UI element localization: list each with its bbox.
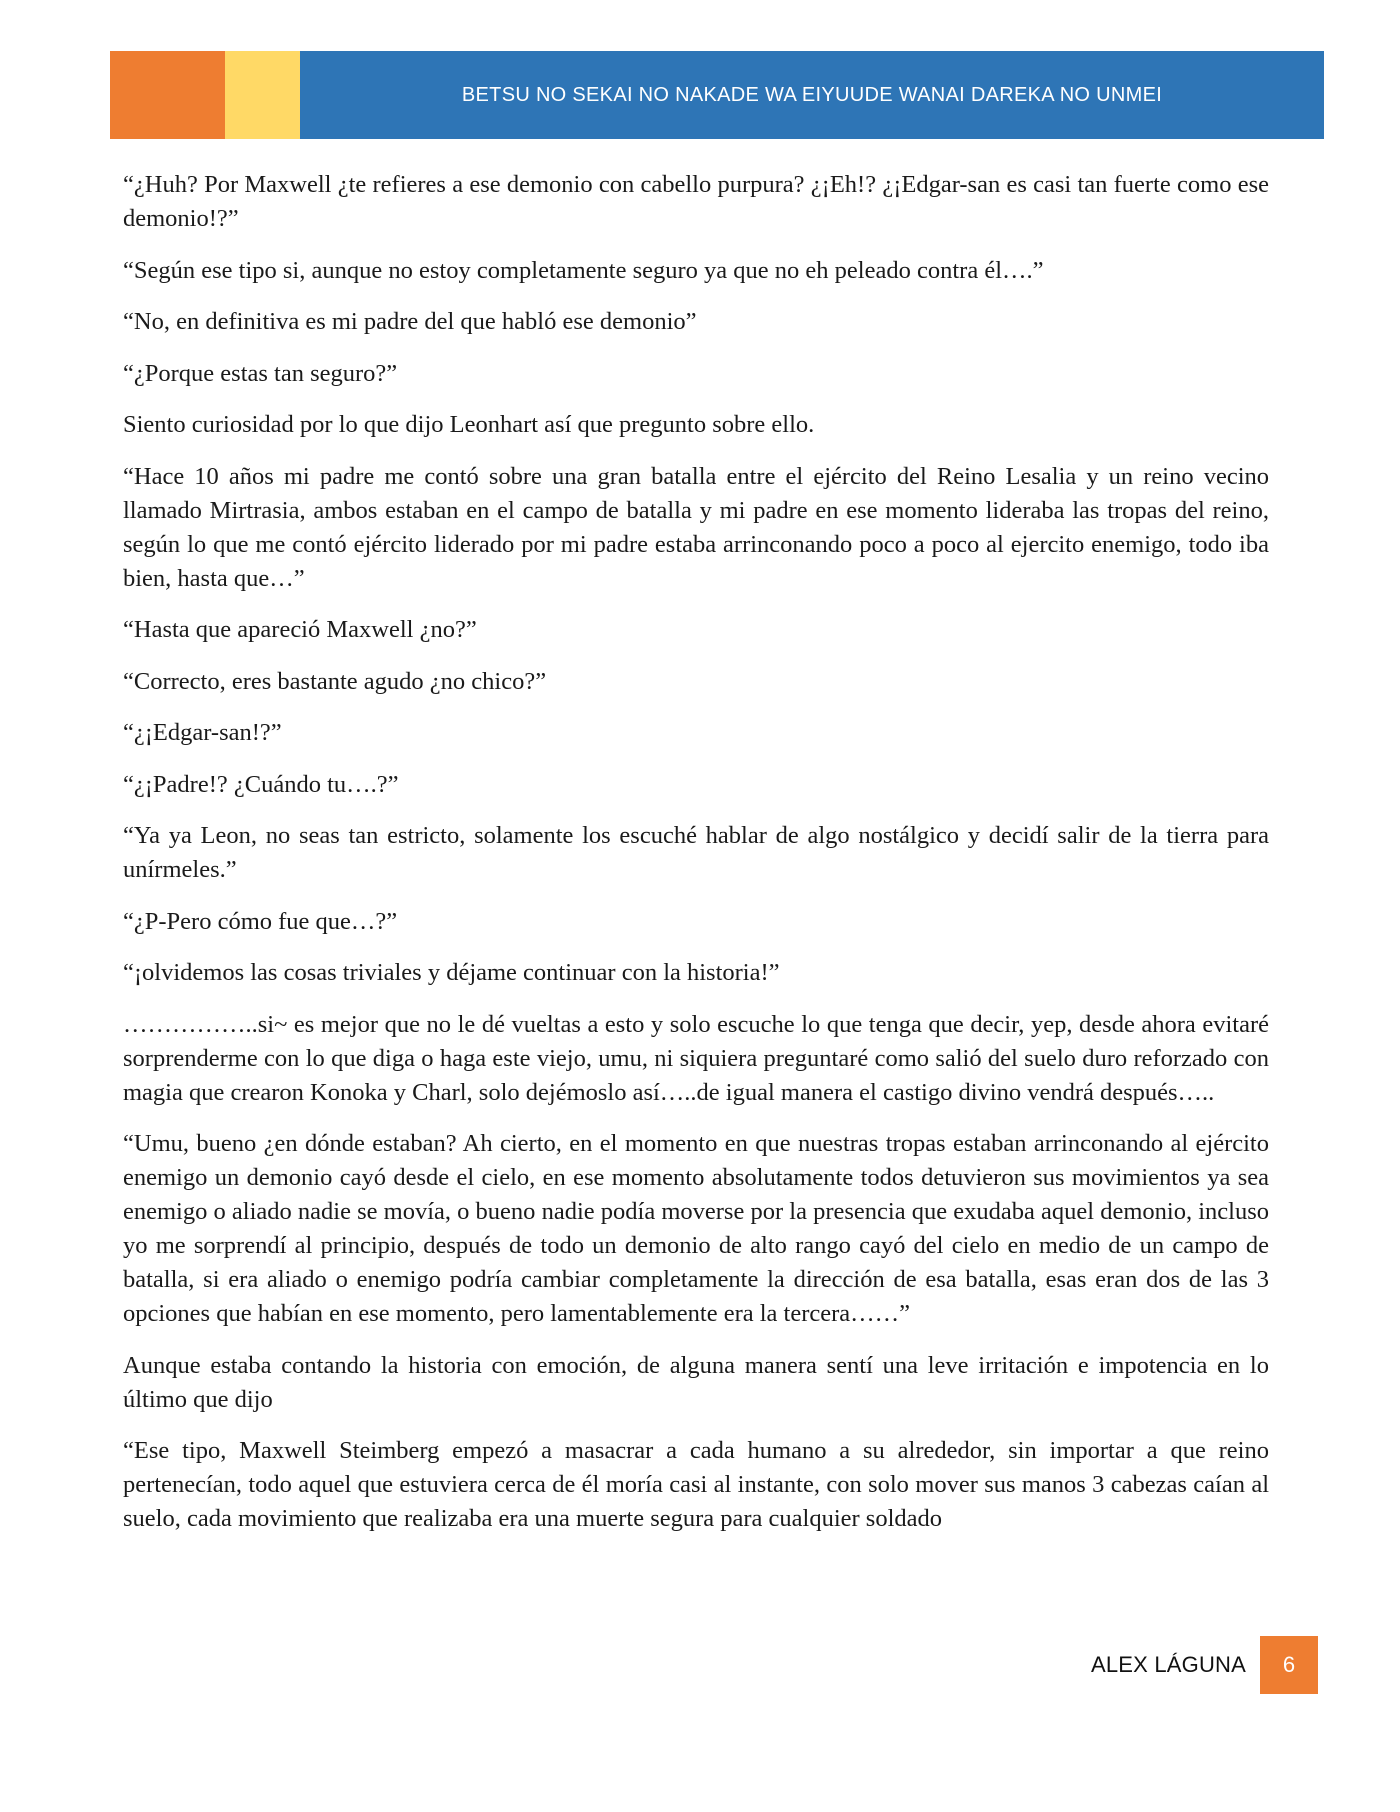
- paragraph: “¿¡Padre!? ¿Cuándo tu….?”: [123, 770, 399, 798]
- page-number-badge: 6: [1260, 1636, 1318, 1694]
- paragraph: Aunque estaba contando la historia con emoción, de alguna manera sentí una leve irritación e impotencia en lo último que dijo: [123, 1351, 1269, 1413]
- paragraph: “Ese tipo, Maxwell Steimberg empezó a masacrar a cada humano a su alrededor, sin importar a que reino pertenecían, todo aquel que estuviera cerca de él moría casi al instante, con solo mover sus manos 3 cabezas caían al suelo, cada movimiento que realizaba era una muerte segura para cualquier soldado: [123, 1437, 1269, 1532]
- paragraph: “Umu, bueno ¿en dónde estaban? Ah cierto, en el momento en que nuestras tropas estaban arrinconando al ejército enemigo un demonio cayó desde el cielo, en ese momento absolutamente todos detuvieron sus movimientos ya sea enemigo o aliado nadie se movía, o bueno nadie podía moverse por la presencia que exudaba aquel demonio, incluso yo me sorprendí al principio, después de todo un demonio de alto rango cayó del cielo en medio de un campo de batalla, si era aliado o enemigo podría cambiar completamente la dirección de esa batalla, esas eran dos de las 3 opciones que habían en ese momento, pero lamentablemente era la tercera……”: [123, 1130, 1269, 1327]
- paragraph: “Hace 10 años mi padre me contó sobre una gran batalla entre el ejército del Reino Lesalia y un reino vecino llamado Mirtrasia, ambos estaban en el campo de batalla y mi padre en ese momento lideraba las tropas del reino, según lo que me contó ejército liderado por mi padre estaba arrinconando poco a poco al ejercito enemigo, todo iba bien, hasta que…”: [123, 462, 1269, 592]
- paragraph: ……………..si~ es mejor que no le dé vueltas a esto y solo escuche lo que tenga que decir, yep, desde ahora evitaré sorprenderme con lo que diga o haga este viejo, umu, ni siquiera preguntaré como salió del suelo duro reforzado con magia que crearon Konoka y Charl, solo dejémoslo así…..de igual manera el castigo divino vendrá después…..: [123, 1010, 1269, 1106]
- paragraph: Siento curiosidad por lo que dijo Leonhart así que pregunto sobre ello.: [123, 411, 815, 438]
- paragraph: “¿¡Edgar-san!?”: [123, 719, 282, 746]
- paragraph: “No, en definitiva es mi padre del que habló ese demonio”: [123, 308, 697, 335]
- paragraph: “¿P-Pero cómo fue que…?”: [123, 907, 398, 935]
- paragraph: “Ya ya Leon, no seas tan estricto, solamente los escuché hablar de algo nostálgico y decidí salir de la tierra para unírmeles.”: [123, 822, 1269, 883]
- page-header: [110, 51, 1324, 139]
- page-footer: [1091, 1636, 1318, 1694]
- paragraph: “Hasta que apareció Maxwell ¿no?”: [123, 616, 477, 643]
- paragraph: “¿Porque estas tan seguro?”: [123, 359, 398, 387]
- header-title-bar: [300, 51, 1324, 139]
- paragraph: “¿Huh? Por Maxwell ¿te refieres a ese demonio con cabello purpura? ¿¡Eh!? ¿¡Edgar-san es casi tan fuerte como ese demonio!?”: [123, 171, 1269, 232]
- paragraph: “Según ese tipo si, aunque no estoy completamente seguro ya que no eh peleado contra él….”: [123, 256, 1044, 284]
- header-yellow-block: [225, 51, 300, 139]
- footer-author: ALEX LÁGUNA: [1090, 1652, 1246, 1677]
- header-orange-block: [110, 51, 225, 139]
- paragraph: “Correcto, eres bastante agudo ¿no chico?”: [123, 667, 547, 695]
- paragraph: “¡olvidemos las cosas triviales y déjame continuar con la historia!”: [123, 959, 780, 986]
- header-title: BETSU NO SEKAI NO NAKADE WA EIYUUDE WANAI DAREKA NO UNMEI: [461, 83, 1163, 106]
- page-body: [123, 168, 1269, 1614]
